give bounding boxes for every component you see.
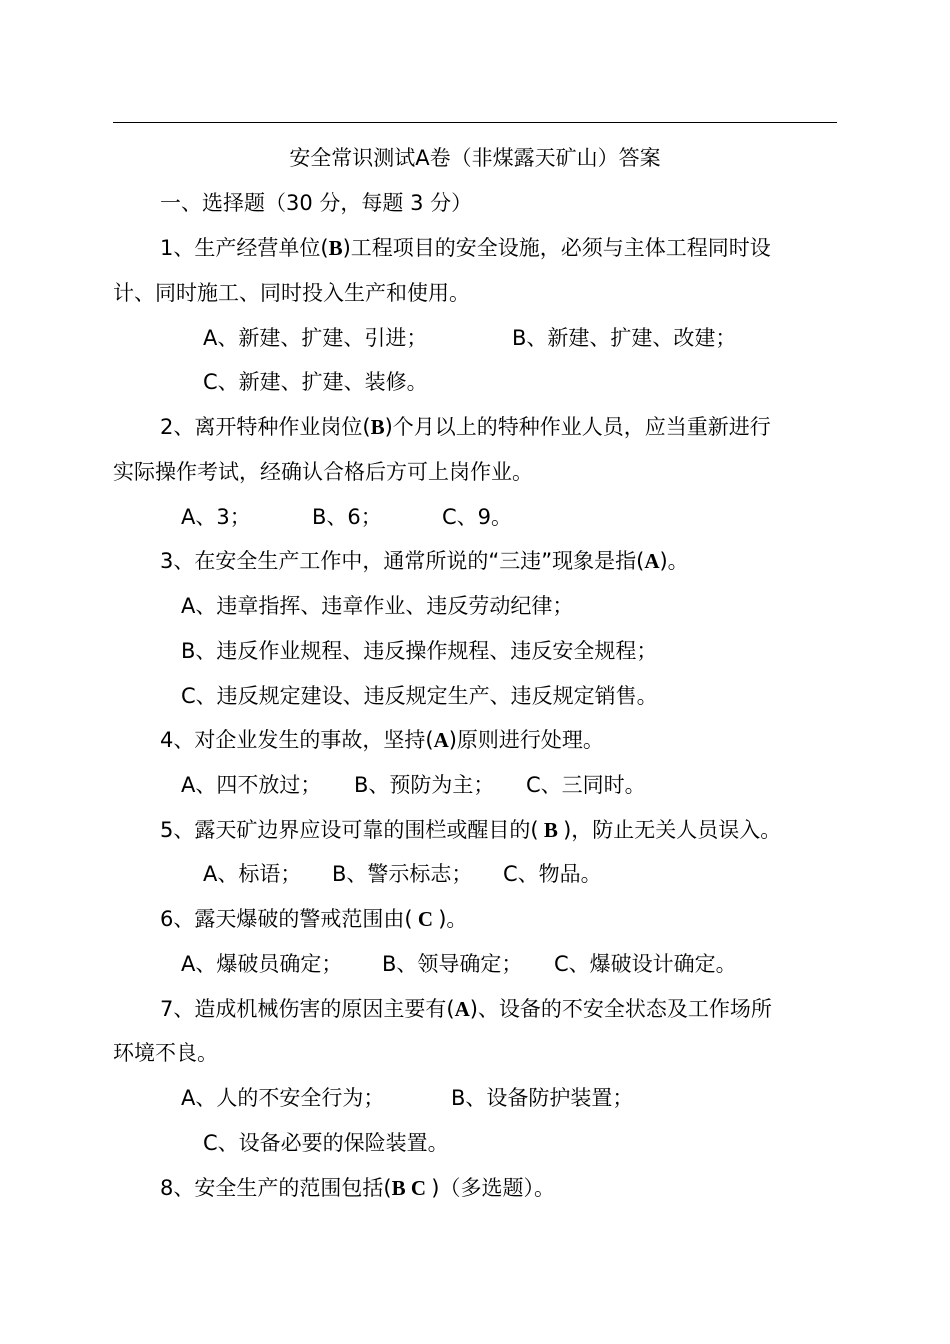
option-b: B、预防为主； [354, 773, 495, 797]
question-7-stem-cont: 环境不良。 [113, 1041, 218, 1065]
question-text: 8、安全生产的范围包括( [160, 1176, 392, 1200]
question-2-stem-cont: 实际操作考试，经确认合格后方可上岗作业。 [113, 460, 533, 484]
question-text: 6、露天爆破的警戒范围由( [160, 907, 413, 931]
option-b: B、警示标志； [332, 862, 473, 886]
option-b: B、设备防护装置； [451, 1086, 634, 1110]
question-text: )工程项目的安全设施，必须与主体工程同时设 [342, 236, 771, 260]
option-a: A、违章指挥、违章作业、违反劳动纪律； [181, 594, 574, 618]
question-text: 7、造成机械伤害的原因主要有( [160, 997, 455, 1021]
option-c: C、物品。 [503, 862, 602, 886]
question-text: 5、露天矿边界应设可靠的围栏或醒目的( [160, 818, 539, 842]
answer-mark: C [412, 907, 439, 931]
question-text: 4、对企业发生的事故，坚持( [160, 728, 434, 752]
question-2-stem [160, 411, 771, 443]
option-c: C、设备必要的保险装置。 [203, 1131, 449, 1155]
header-rule [113, 122, 837, 123]
question-7-stem [160, 993, 772, 1025]
answer-mark: B [328, 236, 343, 260]
option-c: C、9。 [442, 505, 513, 529]
question-text: )、设备的不安全状态及工作场所 [469, 997, 772, 1021]
section-heading: 一、选择题（30 分，每题 3 分） [160, 191, 473, 215]
answer-mark: B [538, 818, 564, 842]
option-a: A、3； [181, 505, 251, 529]
option-b: B、违反作业规程、违反操作规程、违反安全规程； [181, 639, 658, 663]
question-8-stem [160, 1172, 555, 1204]
question-text: )，防止无关人员误入。 [563, 818, 782, 842]
option-b: B、领导确定； [382, 952, 523, 976]
question-3-stem [160, 545, 689, 577]
answer-mark: B [370, 415, 385, 439]
question-text: )。 [438, 907, 468, 931]
question-text: )个月以上的特种作业人员，应当重新进行 [384, 415, 771, 439]
question-text: 3、在安全生产工作中，通常所说的“三违”现象是指( [160, 549, 645, 573]
option-a: A、新建、扩建、引进； [203, 326, 428, 350]
question-6-stem [160, 903, 467, 935]
option-c: C、三同时。 [526, 773, 646, 797]
question-5-stem [160, 814, 781, 846]
answer-mark: A [433, 728, 449, 752]
answer-mark: A [644, 549, 660, 573]
page-title: 安全常识测试A卷（非煤露天矿山）答案 [289, 146, 661, 170]
answer-mark: A [454, 997, 470, 1021]
question-text: )原则进行处理。 [448, 728, 604, 752]
question-text: 2、离开特种作业岗位( [160, 415, 371, 439]
option-a: A、四不放过； [181, 773, 322, 797]
option-c: C、爆破设计确定。 [554, 952, 737, 976]
question-text: 1、生产经营单位( [160, 236, 329, 260]
question-4-stem [160, 724, 604, 756]
question-1-stem-cont: 计、同时施工、同时投入生产和使用。 [113, 281, 470, 305]
question-text: )。 [659, 549, 689, 573]
option-a: A、标语； [203, 862, 302, 886]
option-a: A、爆破员确定； [181, 952, 343, 976]
option-b: B、新建、扩建、改建； [512, 326, 737, 350]
option-c: C、新建、扩建、装修。 [203, 370, 428, 394]
question-text: )（多选题）。 [431, 1176, 555, 1200]
option-a: A、人的不安全行为； [181, 1086, 385, 1110]
question-1-stem [160, 232, 771, 264]
option-b: B、6； [312, 505, 382, 529]
answer-mark: B C [391, 1176, 432, 1200]
option-c: C、违反规定建设、违反规定生产、违反规定销售。 [181, 684, 658, 708]
